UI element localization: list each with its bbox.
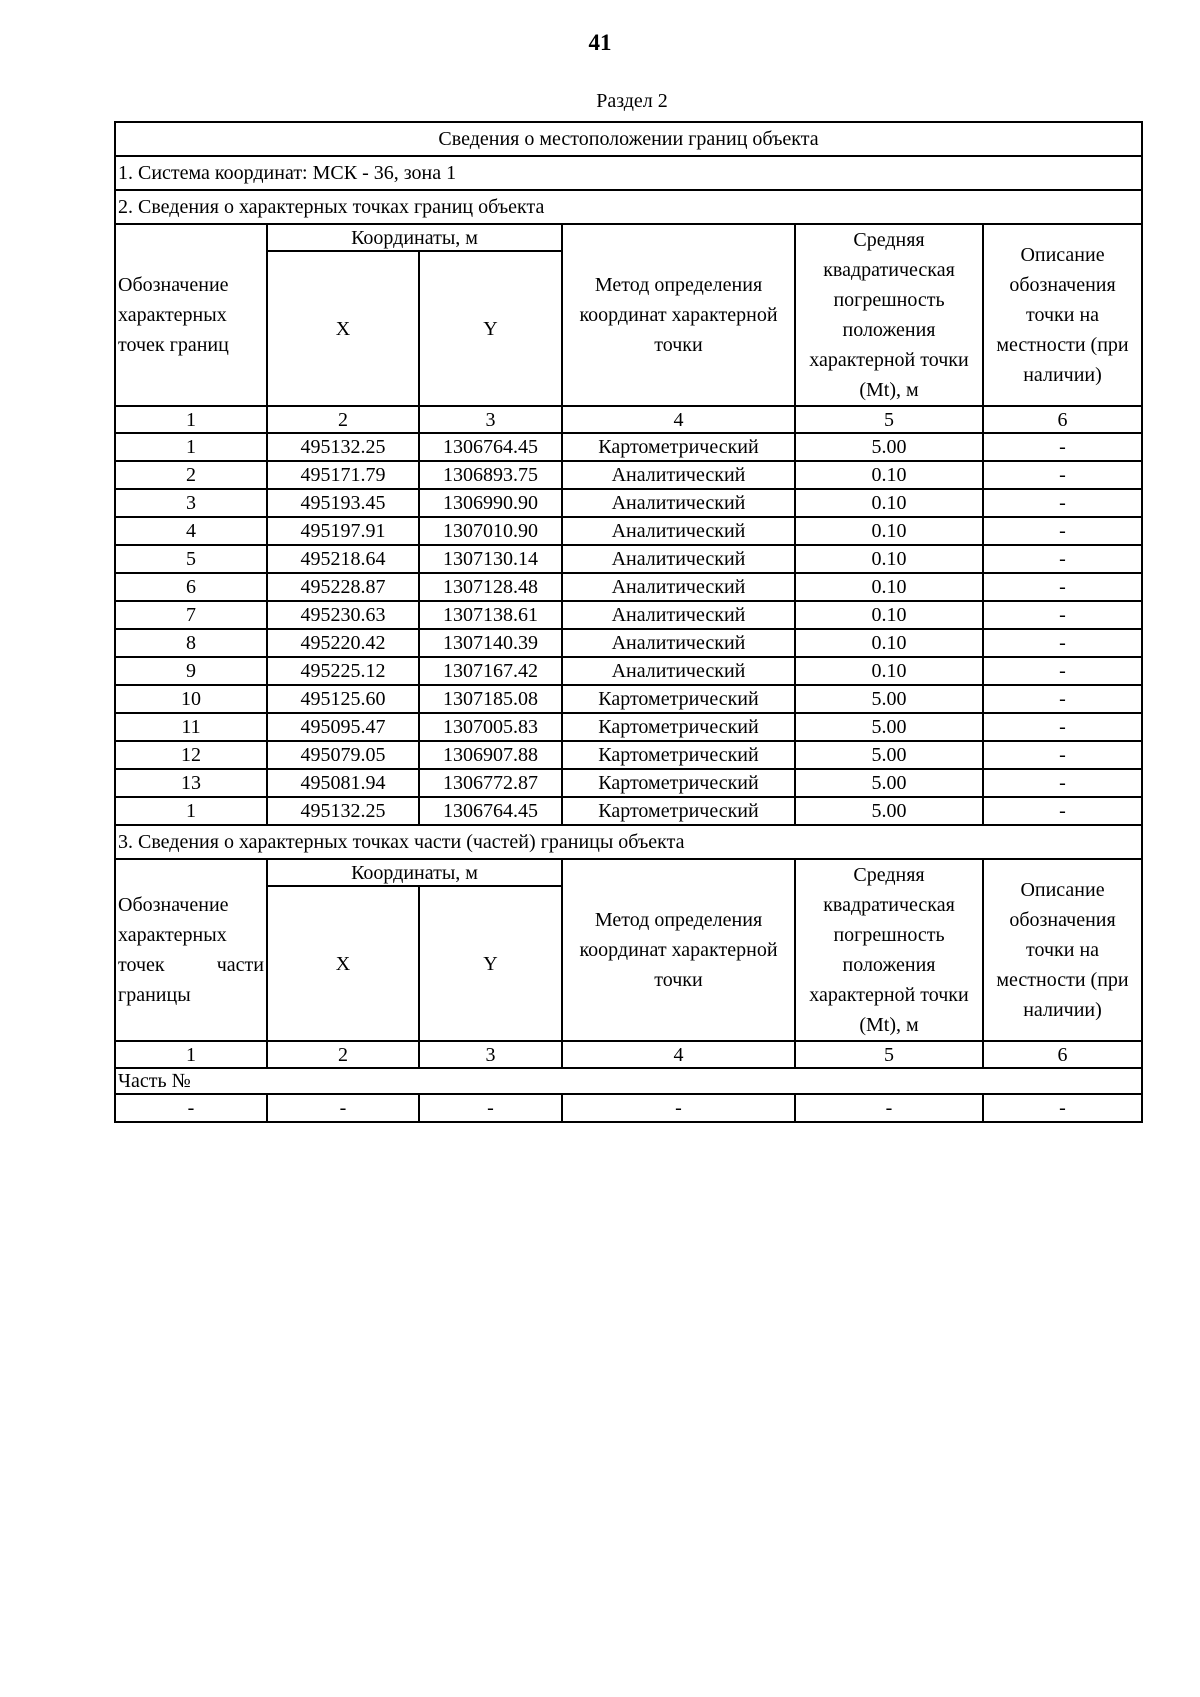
table-cell: 4 [115, 517, 267, 545]
table-cell: - [983, 797, 1142, 825]
table-cell: 0.10 [795, 601, 983, 629]
table-cell: - [983, 713, 1142, 741]
table-row [115, 573, 1142, 601]
table-cell: 1307130.14 [419, 545, 562, 573]
table-cell: 495095.47 [267, 713, 419, 741]
table-cell: - [983, 545, 1142, 573]
section2-column-numbers [115, 1041, 1142, 1068]
table-cell: - [983, 741, 1142, 769]
table-cell: 1307167.42 [419, 657, 562, 685]
section1-column-number: 5 [795, 406, 983, 433]
table-cell: 5.00 [795, 741, 983, 769]
section2-column-number: 1 [115, 1041, 267, 1068]
table-cell: 5.00 [795, 685, 983, 713]
table-cell: 495220.42 [267, 629, 419, 657]
section1-error-header: Средняя квадратическая погрешность положения характерной точки (Mt), м [795, 224, 983, 406]
table-cell: Картометрический [562, 433, 795, 461]
table-cell: 1306764.45 [419, 797, 562, 825]
section2-title: 3. Сведения о характерных точках части (частей) границы объекта [115, 825, 1142, 859]
table-cell: 5.00 [795, 797, 983, 825]
table-cell: Аналитический [562, 517, 795, 545]
section1-point-header: Обозначение характерных точек границ [115, 224, 267, 406]
table-cell: Аналитический [562, 657, 795, 685]
table-cell: 495125.60 [267, 685, 419, 713]
table-cell: 0.10 [795, 545, 983, 573]
section2-method-header: Метод определения координат характерной точки [562, 859, 795, 1041]
section1-coords-header: Координаты, м [267, 224, 562, 251]
table-cell: 495197.91 [267, 517, 419, 545]
table-row [115, 657, 1142, 685]
section1-column-numbers [115, 406, 1142, 433]
table-cell: 1306990.90 [419, 489, 562, 517]
table-cell: 1306893.75 [419, 461, 562, 489]
table-cell: - [983, 1094, 1142, 1122]
section1-column-number: 1 [115, 406, 267, 433]
table-row [115, 685, 1142, 713]
table-cell: - [983, 573, 1142, 601]
section2-column-number: 3 [419, 1041, 562, 1068]
table-cell: 1307128.48 [419, 573, 562, 601]
table-row [115, 713, 1142, 741]
table-row [115, 489, 1142, 517]
section2-description-header: Описание обозначения точки на местности (при наличии) [983, 859, 1142, 1041]
table-row [115, 741, 1142, 769]
table-cell: - [983, 769, 1142, 797]
section1-description-header: Описание обозначения точки на местности (при наличии) [983, 224, 1142, 406]
table-cell: 2 [115, 461, 267, 489]
table-cell: - [983, 489, 1142, 517]
table-cell: 495132.25 [267, 797, 419, 825]
boundary-table [114, 121, 1143, 1123]
table-cell: 1307138.61 [419, 601, 562, 629]
table-cell: Аналитический [562, 489, 795, 517]
page-number: 41 [588, 30, 612, 55]
table-cell: 495230.63 [267, 601, 419, 629]
section2-column-number: 6 [983, 1041, 1142, 1068]
section2-point-header: Обозначение характерных точек части границы [115, 859, 267, 1041]
table-cell: 5.00 [795, 433, 983, 461]
table-cell: 0.10 [795, 629, 983, 657]
table-cell: - [115, 1094, 267, 1122]
table-cell: Аналитический [562, 629, 795, 657]
table-cell: - [983, 601, 1142, 629]
table-cell: - [983, 685, 1142, 713]
section2-x-header: X [267, 886, 419, 1041]
section2-error-header: Средняя квадратическая погрешность положения характерной точки (Mt), м [795, 859, 983, 1041]
table-cell: 495132.25 [267, 433, 419, 461]
section2-column-number: 2 [267, 1041, 419, 1068]
table-row [115, 1094, 1142, 1122]
table-cell: Картометрический [562, 797, 795, 825]
table-cell: 0.10 [795, 489, 983, 517]
table-cell: 495218.64 [267, 545, 419, 573]
table-row [115, 517, 1142, 545]
table-cell: 6 [115, 573, 267, 601]
table-cell: 1306764.45 [419, 433, 562, 461]
table-cell: 3 [115, 489, 267, 517]
table-cell: 1307140.39 [419, 629, 562, 657]
table-cell: 1 [115, 433, 267, 461]
table-title: Сведения о местоположении границ объекта [115, 122, 1142, 156]
table-cell: - [983, 657, 1142, 685]
table-cell: 0.10 [795, 461, 983, 489]
table-cell: 495171.79 [267, 461, 419, 489]
table-cell: - [983, 517, 1142, 545]
table-cell: 0.10 [795, 517, 983, 545]
section1-column-number: 2 [267, 406, 419, 433]
table-cell: 1307005.83 [419, 713, 562, 741]
table-cell: 1307185.08 [419, 685, 562, 713]
table-cell: - [419, 1094, 562, 1122]
table-cell: 10 [115, 685, 267, 713]
table-cell: Картометрический [562, 685, 795, 713]
table-cell: Аналитический [562, 573, 795, 601]
table-row [115, 797, 1142, 825]
section1-method-header: Метод определения координат характерной точки [562, 224, 795, 406]
table-cell: 12 [115, 741, 267, 769]
table-cell: 8 [115, 629, 267, 657]
section2-column-number: 4 [562, 1041, 795, 1068]
table-cell: - [562, 1094, 795, 1122]
section1-column-number: 3 [419, 406, 562, 433]
section2-part-label: Часть № [115, 1068, 1142, 1094]
table-cell: Аналитический [562, 545, 795, 573]
table-cell: 1306907.88 [419, 741, 562, 769]
table-cell: Аналитический [562, 601, 795, 629]
table-cell: - [983, 461, 1142, 489]
table-cell: Картометрический [562, 769, 795, 797]
coordinate-system: 1. Система координат: МСК - 36, зона 1 [115, 156, 1142, 190]
table-cell: 9 [115, 657, 267, 685]
table-row [115, 769, 1142, 797]
table-cell: - [795, 1094, 983, 1122]
table-row [115, 545, 1142, 573]
section-label: Раздел 2 [596, 90, 668, 112]
table-cell: 5.00 [795, 713, 983, 741]
table-cell: 0.10 [795, 657, 983, 685]
table-cell: Картометрический [562, 713, 795, 741]
table-cell: 495081.94 [267, 769, 419, 797]
table-row [115, 461, 1142, 489]
section1-x-header: X [267, 251, 419, 406]
table-cell: 495079.05 [267, 741, 419, 769]
table-cell: 495193.45 [267, 489, 419, 517]
table-cell: 11 [115, 713, 267, 741]
table-cell: 495228.87 [267, 573, 419, 601]
table-cell: 7 [115, 601, 267, 629]
section1-column-number: 6 [983, 406, 1142, 433]
table-cell: 1306772.87 [419, 769, 562, 797]
table-cell: 5.00 [795, 769, 983, 797]
section1-title: 2. Сведения о характерных точках границ объекта [115, 190, 1142, 224]
table-cell: - [267, 1094, 419, 1122]
table-row [115, 601, 1142, 629]
section1-y-header: Y [419, 251, 562, 406]
table-cell: - [983, 629, 1142, 657]
table-cell: 1307010.90 [419, 517, 562, 545]
table-cell: 5 [115, 545, 267, 573]
table-cell: 1 [115, 797, 267, 825]
table-cell: 0.10 [795, 573, 983, 601]
table-cell: Аналитический [562, 461, 795, 489]
table-cell: 495225.12 [267, 657, 419, 685]
section2-coords-header: Координаты, м [267, 859, 562, 886]
table-cell: 13 [115, 769, 267, 797]
table-row [115, 629, 1142, 657]
table-cell: - [983, 433, 1142, 461]
section2-column-number: 5 [795, 1041, 983, 1068]
section1-column-number: 4 [562, 406, 795, 433]
table-row [115, 433, 1142, 461]
table-cell: Картометрический [562, 741, 795, 769]
section2-y-header: Y [419, 886, 562, 1041]
